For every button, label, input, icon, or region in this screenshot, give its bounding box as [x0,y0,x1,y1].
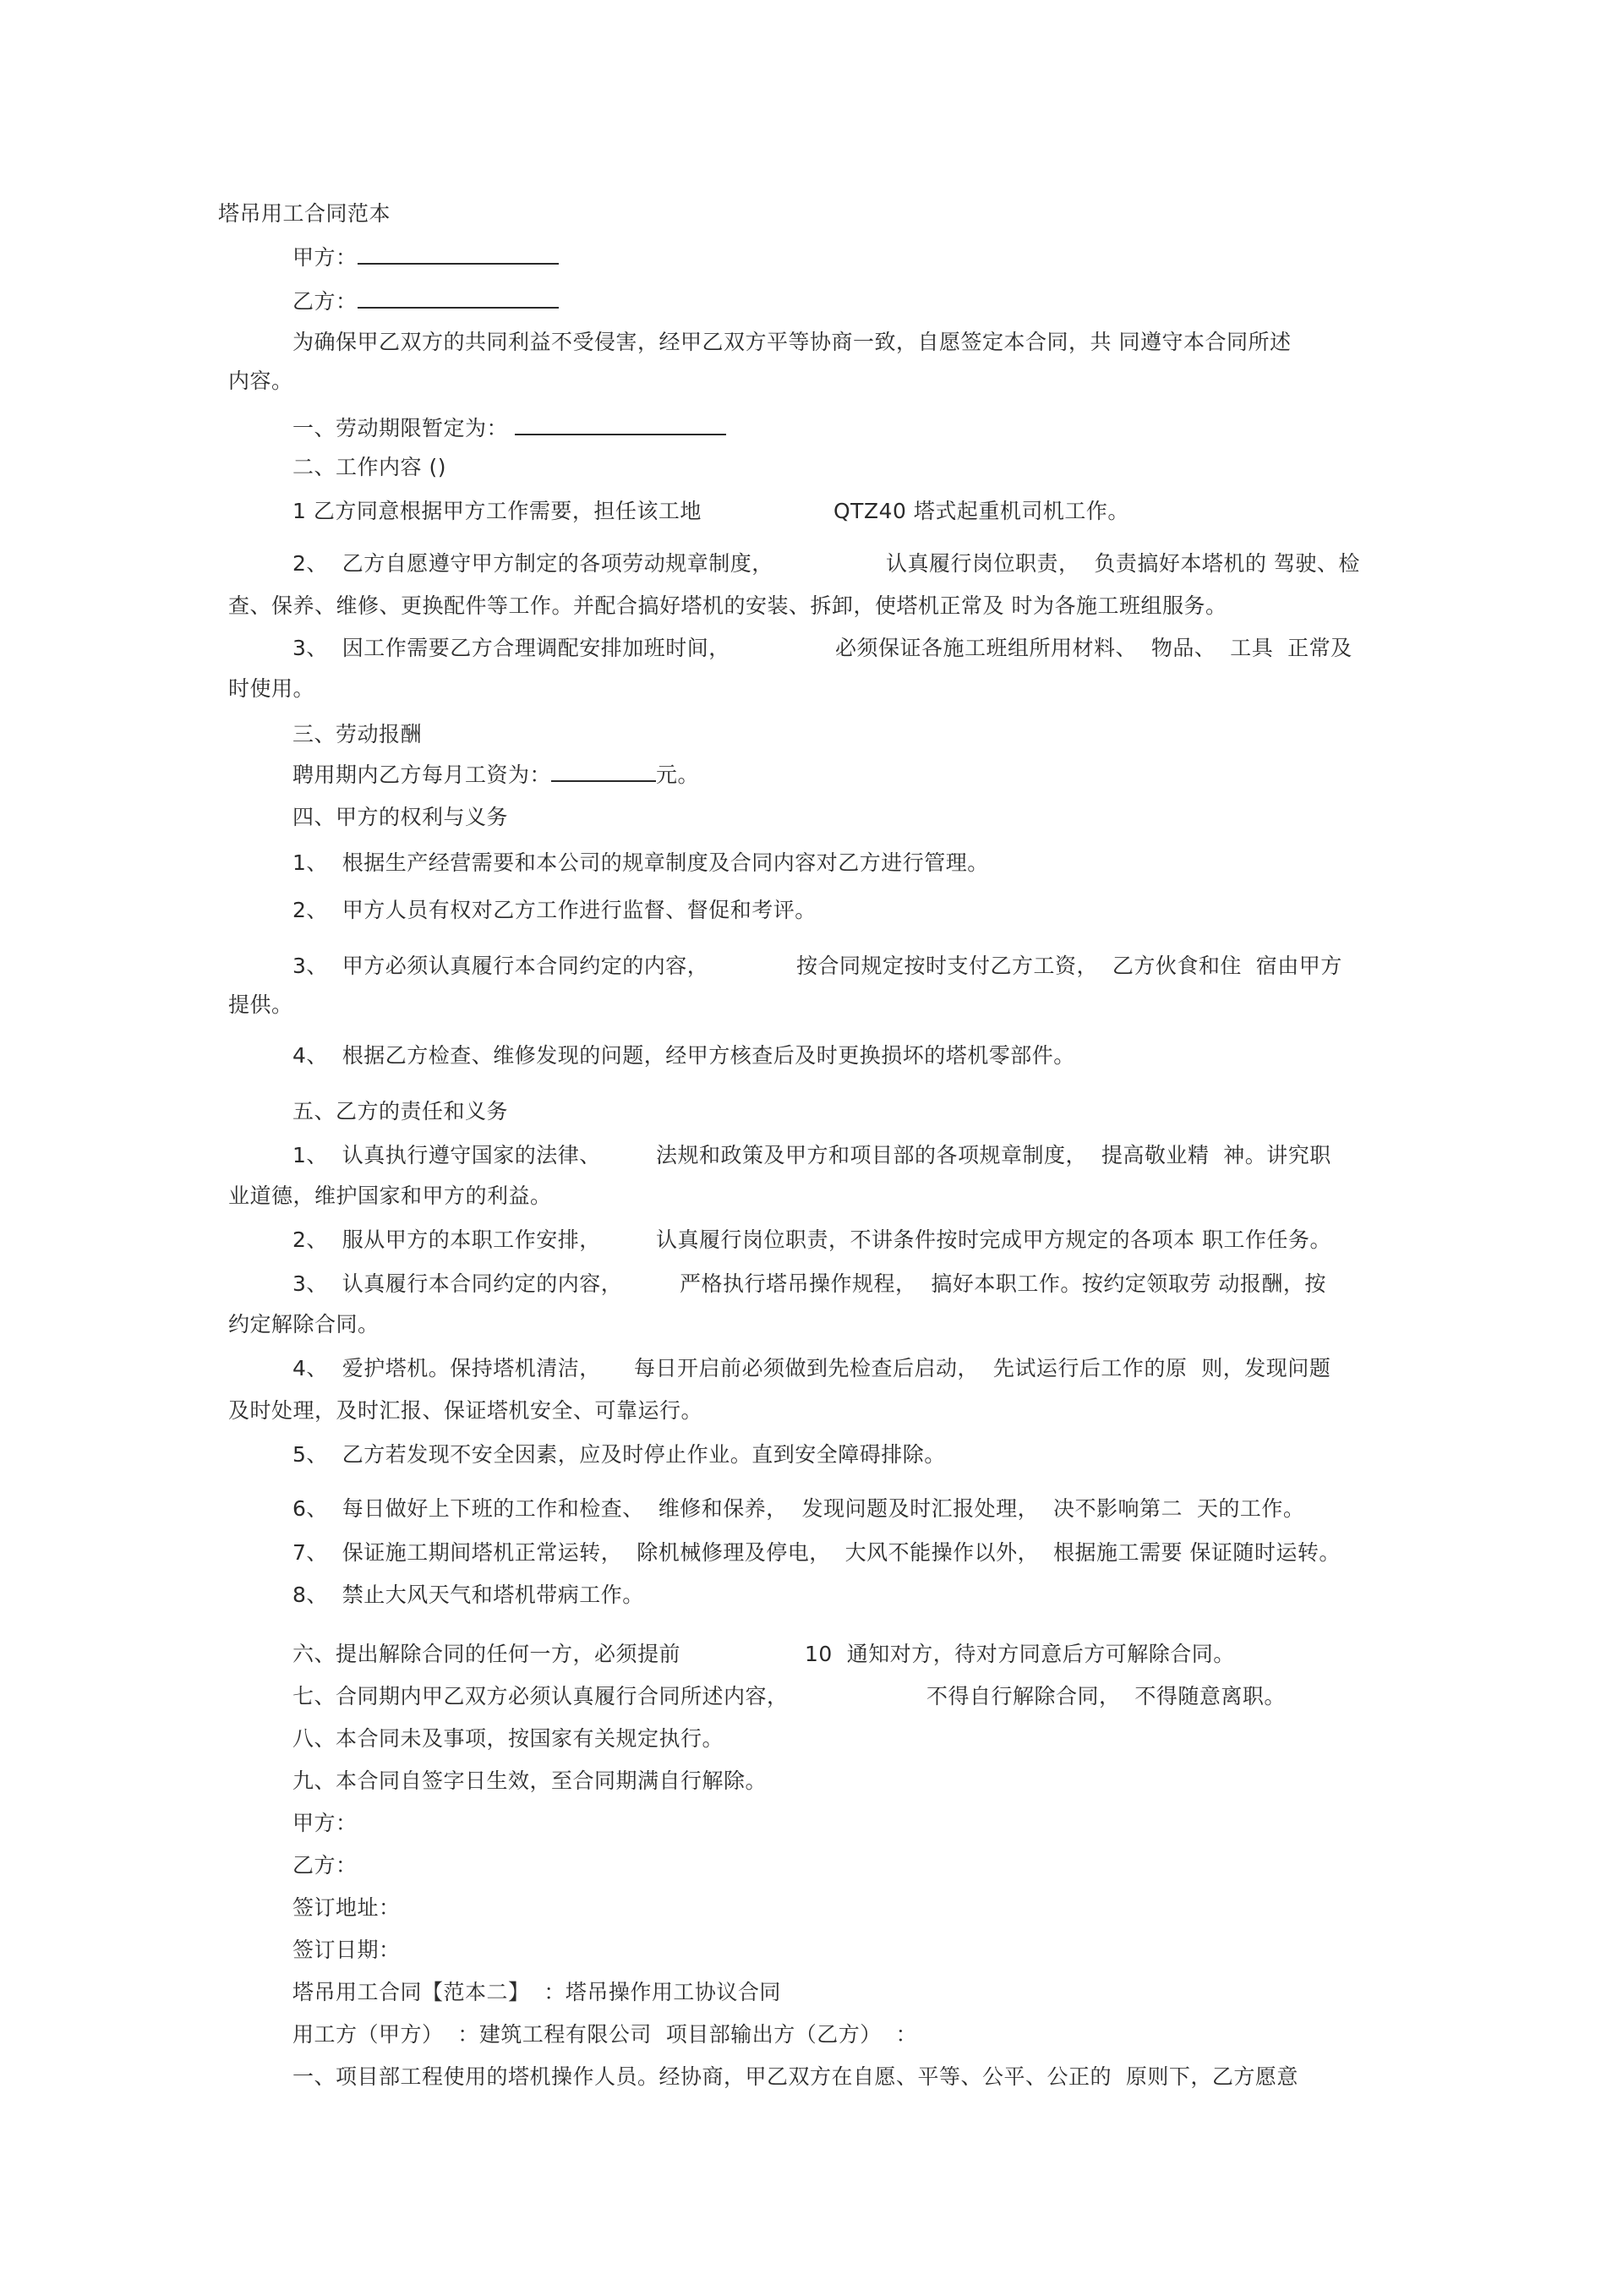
s4-item-4: 4、 根据乙方检查、维修发现的问题，经甲方核查后及时更换损坏的塔机零部件。 [292,1043,1075,1068]
template-2-clause-1: 一、项目部工程使用的塔机操作人员。经协商，甲乙双方在自愿、平等、公平、公正的 原则下，乙方愿意 [292,2064,1298,2089]
section-6a: 六、提出解除合同的任何一方，必须提前 [292,1642,681,1666]
section-4-heading: 四、甲方的权利与义务 [292,805,509,829]
s5-item-1c: 业道德，维护国家和甲方的利益。 [228,1184,552,1208]
s5-item-3c: 约定解除合同。 [228,1312,380,1337]
wage-label: 聘用期内乙方每月工资为： [292,763,552,787]
s4-item-3a: 3、 甲方必须认真履行本合同约定的内容， [292,954,709,978]
wage-unit: 元。 [656,763,700,787]
s2-item-3b: 必须保证各施工班组所用材料、 物品、 工具 正常及 [835,636,1352,660]
s5-item-1b: 法规和政策及甲方和项目部的各项规章制度， 提高敬业精 神。讲究职 [656,1143,1331,1167]
wage-blank [551,762,656,782]
s5-item-3b: 严格执行塔吊操作规程， 搞好本职工作。按约定领取劳 动报酬，按 [680,1271,1326,1296]
s4-item-3c: 提供。 [228,992,293,1017]
party-b-line [292,287,559,316]
template-2-title: 塔吊用工合同【范本二】 ：塔吊操作用工协议合同 [292,1980,781,2004]
s5-item-4a: 4、 爱护塔机。保持塔机清洁， [292,1356,601,1380]
s4-item-3b: 按合同规定按时支付乙方工资， 乙方伙食和住 宿由甲方 [796,954,1342,978]
document-title: 塔吊用工合同范本 [218,201,391,226]
signature-place: 签订地址： [292,1895,401,1920]
signature-party-a: 甲方： [292,1811,358,1835]
wage-line [292,761,699,790]
s2-item-2a: 2、 乙方自愿遵守甲方制定的各项劳动规章制度， [292,551,773,576]
party-b-label: 乙方： [292,289,358,314]
party-a-line [292,243,559,272]
term-blank [515,415,726,435]
s5-item-7: 7、 保证施工期间塔机正常运转， 除机械修理及停电， 大风不能操作以外， 根据施工需要 保证随时运转。 [292,1540,1341,1565]
signature-date: 签订日期： [292,1938,401,1962]
section-5-heading: 五、乙方的责任和义务 [292,1099,509,1123]
s4-item-2: 2、 甲方人员有权对乙方工作进行监督、督促和考评。 [292,898,817,922]
section-8: 八、本合同未及事项，按国家有关规定执行。 [292,1726,724,1751]
s5-item-4c: 及时处理，及时汇报、保证塔机安全、可靠运行。 [228,1398,703,1423]
s5-item-2a: 2、 服从甲方的本职工作安排， [292,1227,601,1252]
party-b-blank [358,288,559,309]
intro-line-1: 为确保甲乙双方的共同利益不受侵害，经甲乙双方平等协商一致，自愿签定本合同，共 同遵守本合同所述 [292,330,1292,354]
s2-item-3c: 时使用。 [228,676,315,701]
template-2-parties: 用工方（甲方） ：建筑工程有限公司 项目部输出方（乙方） ： [292,2022,918,2047]
s4-item-1: 1、 根据生产经营需要和本公司的规章制度及合同内容对乙方进行管理。 [292,850,989,875]
intro-line-2: 内容。 [228,369,293,393]
s2-item-1b: QTZ40 塔式起重机司机工作。 [833,499,1129,523]
s2-item-1a: 1 乙方同意根据甲方工作需要，担任该工地 [292,499,702,523]
section-1-label: 一、劳动期限暂定为： [292,416,509,440]
section-7b: 不得自行解除合同， 不得随意离职。 [926,1684,1286,1708]
section-3-heading: 三、劳动报酬 [292,722,423,746]
s5-item-5: 5、 乙方若发现不安全因素，应及时停止作业。直到安全障碍排除。 [292,1442,946,1467]
s5-item-1a: 1、 认真执行遵守国家的法律、 [292,1143,601,1167]
section-6b: 10 通知对方，待对方同意后方可解除合同。 [805,1642,1235,1666]
s5-item-2b: 认真履行岗位职责，不讲条件按时完成甲方规定的各项本 职工作任务。 [656,1227,1331,1252]
s5-item-6: 6、 每日做好上下班的工作和检查、 维修和保养， 发现问题及时汇报处理， 决不影响第二 天的工作。 [292,1496,1305,1521]
s2-item-2c: 查、保养、维修、更换配件等工作。并配合搞好塔机的安装、拆卸，使塔机正常及 时为各施工班组服务。 [228,593,1227,618]
party-a-label: 甲方： [292,245,358,270]
s5-item-3a: 3、 认真履行本合同约定的内容， [292,1271,623,1296]
signature-party-b: 乙方： [292,1853,358,1878]
section-2-heading: 二、工作内容 () [292,455,446,479]
s2-item-2b: 认真履行岗位职责， 负责搞好本塔机的 驾驶、检 [886,551,1360,576]
s2-item-3a: 3、 因工作需要乙方合理调配安排加班时间， [292,636,730,660]
s5-item-4b: 每日开启前必须做到先检查后启动， 先试运行后工作的原 则，发现问题 [634,1356,1331,1380]
section-7a: 七、合同期内甲乙双方必须认真履行合同所述内容， [292,1684,789,1708]
party-a-blank [358,244,559,265]
s5-item-8: 8、 禁止大风天气和塔机带病工作。 [292,1583,644,1607]
section-9: 九、本合同自签字日生效，至合同期满自行解除。 [292,1768,768,1793]
section-1-line [292,414,726,443]
